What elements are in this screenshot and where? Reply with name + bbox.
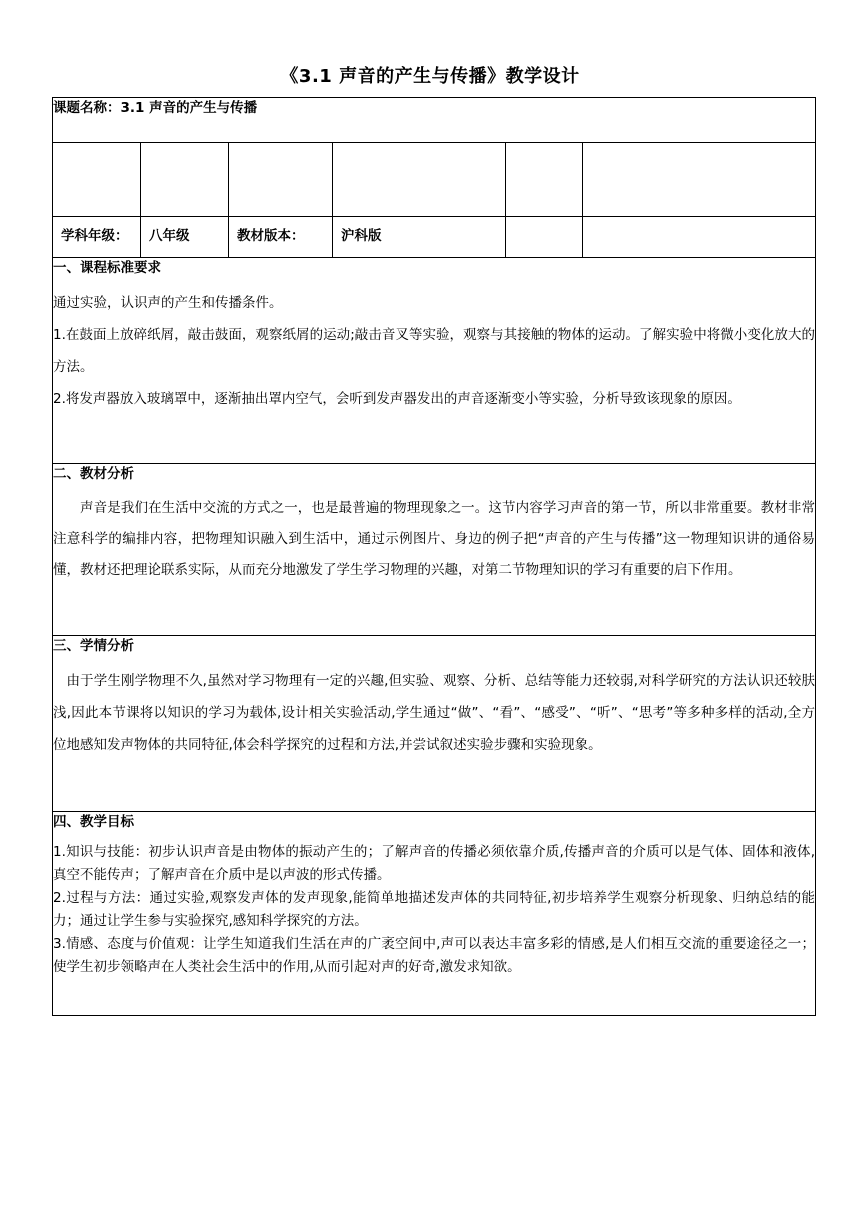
textbook-paragraph: 声音是我们在生活中交流的方式之一，也是最普遍的物理现象之一。这节内容学习声音的第一节，所以非常重要。教材非常注意科学的编排内容，把物理知识融入到生活中，通过示例图片、身边的例子把“声音的产生与传播”这一物理知识讲的通俗易懂，教材还把理论联系实际，从而充分地激发了学生学习物理的兴趣，对第二节物理知识的学习有重要的启下作用。 bbox=[53, 500, 815, 578]
blank-cell bbox=[141, 143, 229, 217]
edition-value: 沪科版 bbox=[333, 217, 506, 258]
grade-value: 八年级 bbox=[141, 217, 229, 258]
students-heading: 三、学情分析 bbox=[53, 638, 134, 654]
textbook-heading: 二、教材分析 bbox=[53, 466, 134, 482]
standards-section bbox=[53, 258, 816, 464]
goals-paragraph: 2.过程与方法：通过实验,观察发声体的发声现象,能简单地描述发声体的共同特征,初步培养学生观察分析现象、归纳总结的能力；通过让学生参与实验探究,感知科学探究的方法。 bbox=[53, 890, 815, 929]
course-name-row bbox=[53, 98, 816, 143]
standards-paragraph: 通过实验，认识声的产生和传播条件。 bbox=[53, 295, 283, 311]
textbook-section bbox=[53, 464, 816, 636]
students-section bbox=[53, 636, 816, 812]
blank-cell bbox=[506, 217, 583, 258]
goals-paragraph: 1.知识与技能：初步认识声音是由物体的振动产生的；了解声音的传播必须依靠介质,传播声音的介质可以是气体、固体和液体,真空不能传声；了解声音在介质中是以声波的形式传播。 bbox=[53, 844, 815, 883]
blank-cell bbox=[53, 143, 141, 217]
goals-section bbox=[53, 812, 816, 1016]
standards-paragraph: 1.在鼓面上放碎纸屑，敲击鼓面，观察纸屑的运动;敲击音叉等实验，观察与其接触的物体的运动。了解实验中将微小变化放大的方法。 bbox=[53, 327, 815, 375]
goals-paragraph: 3.情感、态度与价值观：让学生知道我们生活在声的广袤空间中,声可以表达丰富多彩的情感,是人们相互交流的重要途径之一；使学生初步领略声在人类社会生活中的作用,从而引起对声的好奇,激发求知欲。 bbox=[53, 936, 815, 975]
blank-cell bbox=[583, 143, 816, 217]
blank-cell bbox=[583, 217, 816, 258]
standards-heading: 一、课程标准要求 bbox=[53, 260, 161, 276]
meta-row bbox=[53, 217, 816, 258]
course-name: 课题名称：3.1 声音的产生与传播 bbox=[53, 98, 816, 143]
edition-label: 教材版本： bbox=[229, 217, 333, 258]
standards-paragraph: 2.将发声器放入玻璃罩中，逐渐抽出罩内空气，会听到发声器发出的声音逐渐变小等实验，分析导致该现象的原因。 bbox=[53, 391, 741, 407]
students-paragraph: 由于学生刚学物理不久,虽然对学习物理有一定的兴趣,但实验、观察、分析、总结等能力还较弱,对科学研究的方法认识还较肤浅,因此本节课将以知识的学习为载体,设计相关实验活动,学生通过“做”、“看”、“感受”、“听”、“思考”等多种多样的活动,全方位地感知发声物体的共同特征,体会科学探究的过程和方法,并尝试叙述实验步骤和实验现象。 bbox=[53, 673, 815, 753]
page-title: 《3.1 声音的产生与传播》教学设计 bbox=[280, 66, 580, 87]
blank-cell bbox=[229, 143, 333, 217]
lesson-plan-table bbox=[52, 97, 816, 1016]
blank-cell bbox=[506, 143, 583, 217]
goals-heading: 四、教学目标 bbox=[53, 814, 134, 830]
blank-row bbox=[53, 143, 816, 217]
grade-label: 学科年级： bbox=[53, 217, 141, 258]
blank-cell bbox=[333, 143, 506, 217]
